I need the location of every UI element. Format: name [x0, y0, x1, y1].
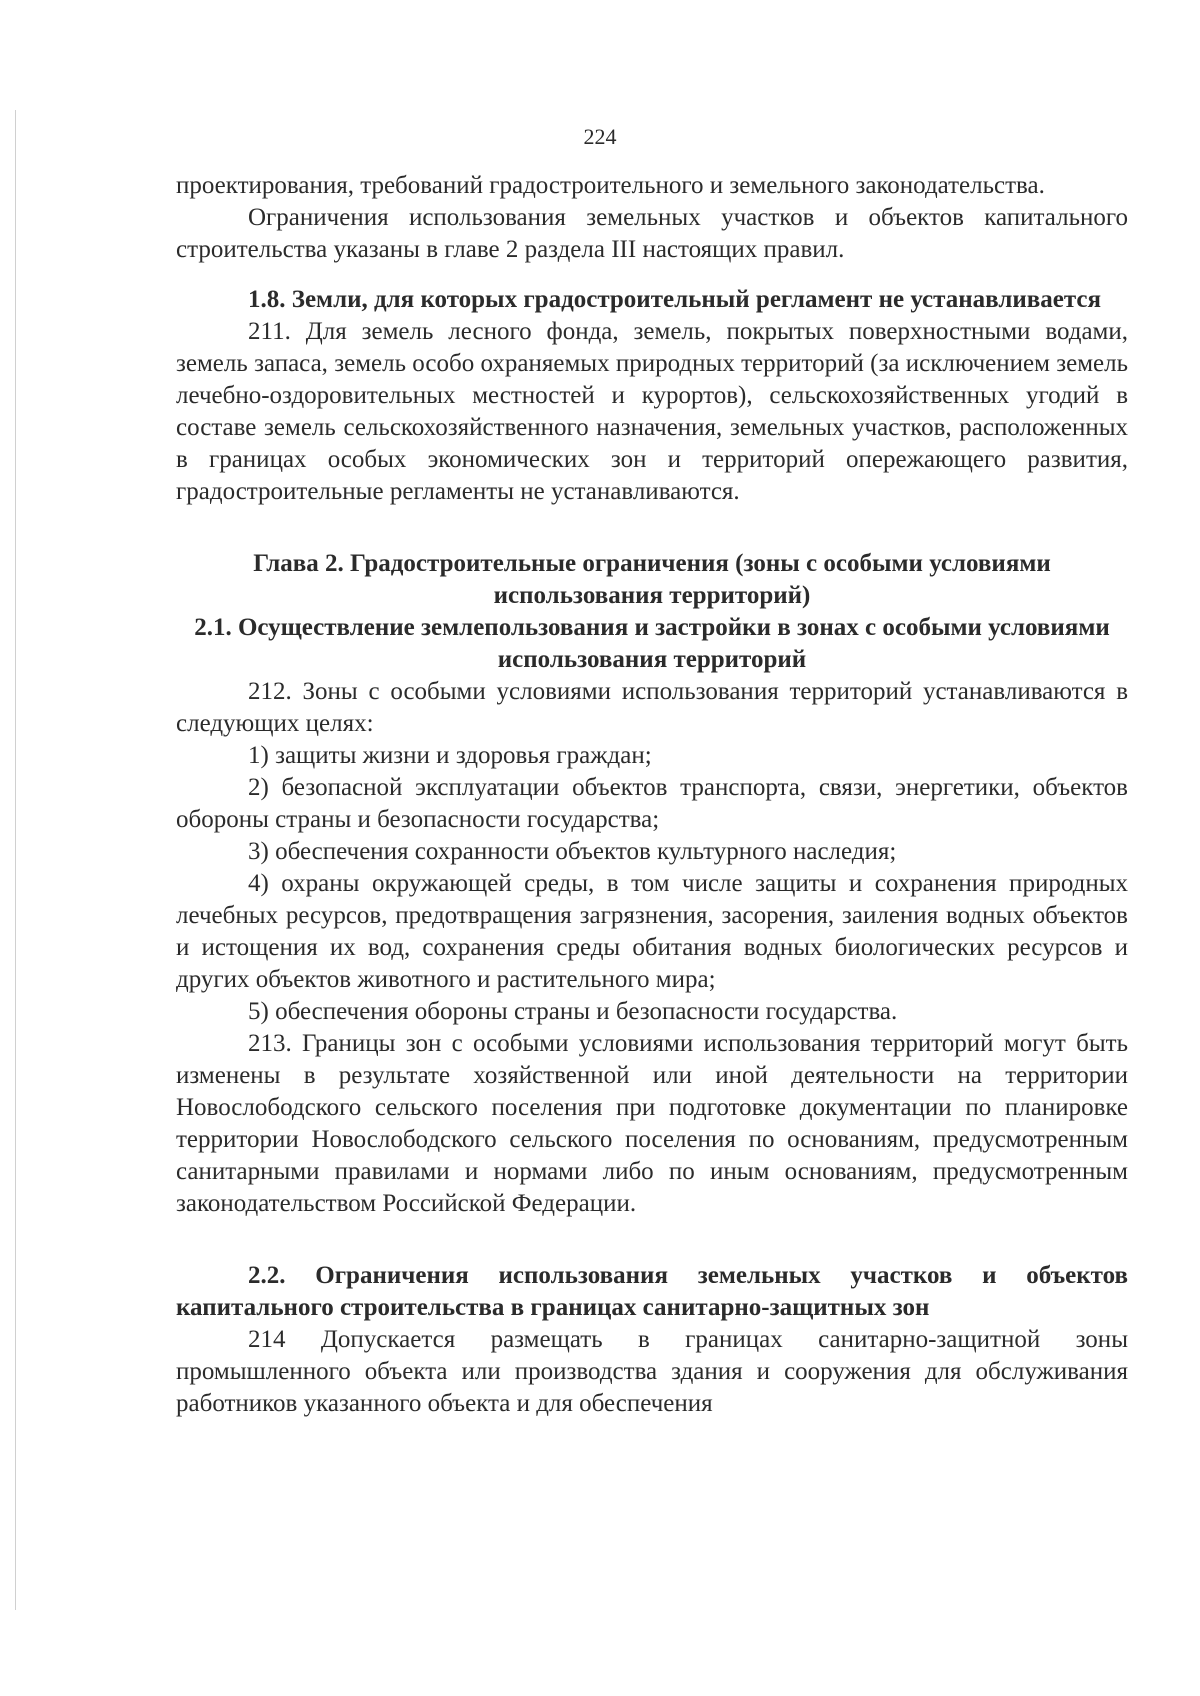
paragraph-212: 212. Зоны с особыми условиями использования территорий устанавливаются в следующих целях: [176, 678, 1128, 737]
list-item-4: 4) охраны окружающей среды, в том числе защиты и сохранения природных лечебных ресурсов, предотвращения загрязнения, засорения, заиления водных объектов и истощения их вод, сохранения среды обитания водных биологических ресурсов и других объектов животного и растительного мира; [176, 870, 1128, 993]
section-heading-2-2: 2.2. Ограничения использования земельных участков и объектов капитального строительства в границах санитарно-защитных зон [176, 1262, 1128, 1321]
paragraph-restrictions: Ограничения использования земельных участков и объектов капитального строительства указаны в главе 2 раздела III настоящих правил. [176, 204, 1128, 263]
paragraph-continuation: проектирования, требований градостроительного и земельного законодательства. [176, 172, 1045, 199]
list-item-3: 3) обеспечения сохранности объектов культурного наследия; [248, 838, 897, 865]
page-number: 224 [583, 124, 617, 149]
list-item-2: 2) безопасной эксплуатации объектов транспорта, связи, энергетики, объектов обороны страны и безопасности государства; [176, 774, 1128, 833]
section-heading-1-8: 1.8. Земли, для которых градостроительный регламент не устанавливается [248, 286, 1102, 313]
scan-margin-line [15, 110, 16, 1610]
document-body [176, 170, 1128, 1420]
section-heading-2-1: 2.1. Осуществление землепользования и застройки в зонах с особыми условиями использования территорий [194, 614, 1110, 673]
chapter-heading-2: Глава 2. Градостроительные ограничения (зоны с особыми условиями использования территорий) [253, 550, 1051, 609]
paragraph-213: 213. Границы зон с особыми условиями использования территорий могут быть изменены в результате хозяйственной или иной деятельности на территории Новослободского сельского поселения при подготовке документации по планировке территории Новослободского сельского поселения по основаниям, предусмотренным санитарными правилами и нормами либо по иным основаниям, предусмотренным законодательством Российской Федерации. [176, 1030, 1128, 1217]
list-item-1: 1) защиты жизни и здоровья граждан; [248, 742, 652, 769]
list-item-5: 5) обеспечения обороны страны и безопасности государства. [248, 998, 898, 1025]
paragraph-214: 214 Допускается размещать в границах санитарно-защитной зоны промышленного объекта или производства здания и сооружения для обслуживания работников указанного объекта и для обеспечения [176, 1326, 1128, 1417]
paragraph-211: 211. Для земель лесного фонда, земель, покрытых поверхностными водами, земель запаса, земель особо охраняемых природных территорий (за исключением земель лечебно-оздоровительных местностей и курортов), сельскохозяйственных угодий в составе земель сельскохозяйственного назначения, земельных участков, расположенных в границах особых экономических зон и территорий опережающего развития, градостроительные регламенты не устанавливаются. [176, 318, 1128, 505]
